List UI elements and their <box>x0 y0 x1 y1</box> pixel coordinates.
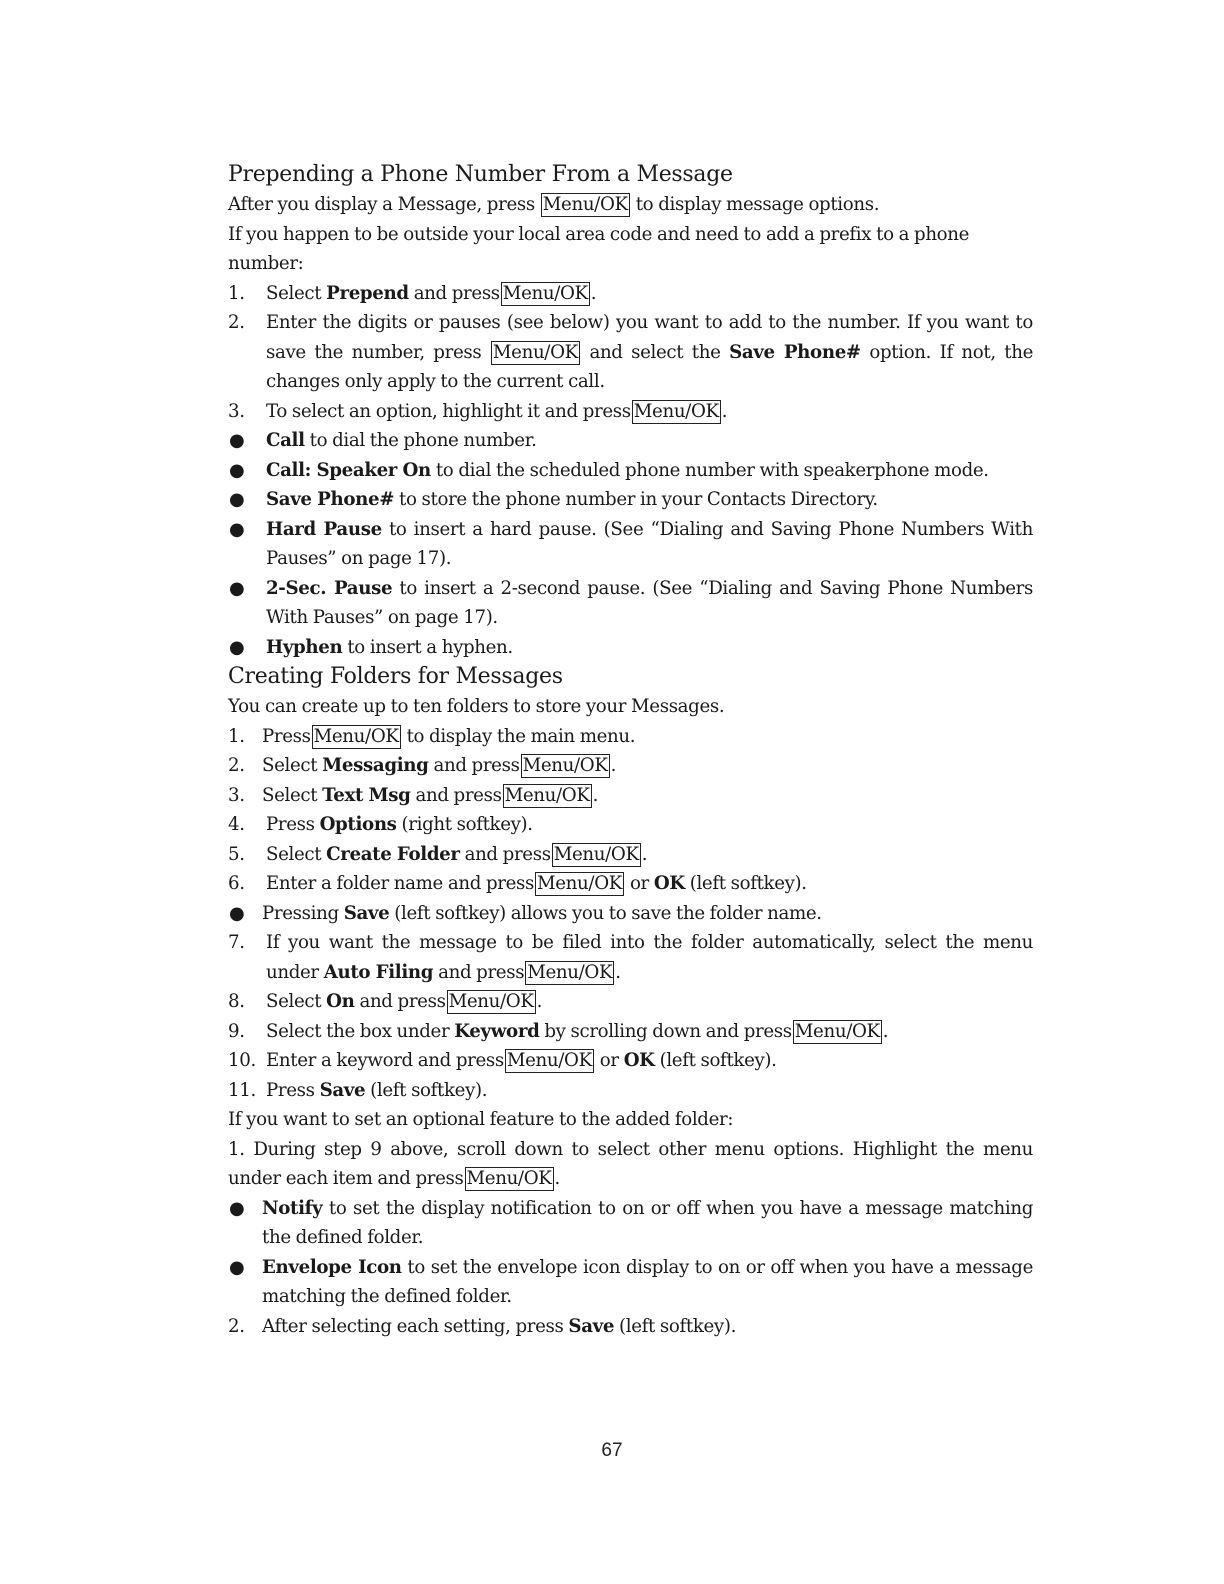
bullet-item: ● Hard Pause to insert a hard pause. (See “Dialing and Saving Phone Numbers With Pauses” on page 17). <box>228 515 1033 574</box>
menu-ok-key: Menu/OK <box>502 282 588 304</box>
menu-ok-key: Menu/OK <box>448 991 534 1012</box>
bullet-item: ● Hyphen to insert a hyphen. <box>228 633 1033 663</box>
section-prepending <box>228 160 1033 662</box>
list-item: 5. Select Create Folder and press Menu/OK . <box>228 843 648 865</box>
bullet-icon: ● <box>229 430 245 451</box>
page-number: 67 <box>601 1440 623 1461</box>
section-creating-folders <box>228 662 1033 1341</box>
section-heading-prepending: Prepending a Phone Number From a Message <box>228 162 733 187</box>
list-item: 1. Press Menu/OK to display the main menu. <box>228 725 636 747</box>
bullet-icon: ● <box>229 1256 245 1278</box>
intro-paragraph: You can create up to ten folders to store your Messages. <box>228 696 725 717</box>
menu-ok-key: Menu/OK <box>794 1020 880 1042</box>
bullet-icon: ● <box>229 459 245 481</box>
section-heading-creating-folders: Creating Folders for Messages <box>228 664 563 689</box>
bullet-icon: ● <box>229 636 245 658</box>
list-item: 8. Select On and press Menu/OK . <box>228 991 542 1012</box>
optional-intro: If you want to set an optional feature to the added folder: <box>228 1109 734 1130</box>
list-item: 11. Press Save (left softkey). <box>228 1079 488 1101</box>
menu-ok-key: Menu/OK <box>542 194 628 215</box>
list-item: 2. Enter the digits or pauses (see below) you want to add to the number. If you want to save the number, press Menu/OK and select the Save Phone# option. If not, the changes only apply to the current call. <box>228 312 1034 392</box>
list-item: 4. Press Options (right softkey). <box>228 814 533 835</box>
menu-ok-key: Menu/OK <box>313 725 399 747</box>
bullet-item: ● Save Phone# to store the phone number in your Contacts Directory. <box>228 485 1033 515</box>
list-item: 1. During step 9 above, scroll down to select other menu options. Highlight the menu under each item and press Menu/OK . <box>228 1138 1033 1189</box>
intro-paragraph: If you happen to be outside your local area code and need to add a prefix to a phone number: <box>228 223 970 274</box>
list-item: 10. Enter a keyword and press Menu/OK or OK (left softkey). <box>228 1050 777 1071</box>
list-item: 6. Enter a folder name and press Menu/OK or OK (left softkey). <box>228 873 807 894</box>
menu-ok-key: Menu/OK <box>537 873 622 894</box>
bullet-icon: ● <box>229 489 245 510</box>
list-item: 9. Select the box under Keyword by scrolling down and press Menu/OK . <box>228 1020 889 1042</box>
bullet-item: ● Notify to set the display notification to on or off when you have a message matching the defined folder. <box>228 1194 1033 1253</box>
menu-ok-key: Menu/OK <box>492 341 578 363</box>
bullet-item: ● Call to dial the phone number. <box>228 426 1033 456</box>
list-item: 3. Select Text Msg and press Menu/OK . <box>228 784 599 806</box>
menu-ok-key: Menu/OK <box>506 1050 592 1071</box>
bullet-item: ● 2-Sec. Pause to insert a 2-second pause. (See “Dialing and Saving Phone Numbers With Pauses” on page 17). <box>228 574 1033 633</box>
intro-paragraph: After you display a Message, press Menu/OK to display message options. <box>228 194 880 215</box>
bullet-icon: ● <box>229 577 245 599</box>
menu-ok-key: Menu/OK <box>504 784 590 806</box>
menu-ok-key: Menu/OK <box>633 400 719 422</box>
list-item: 2. After selecting each setting, press Save (left softkey). <box>228 1315 737 1337</box>
list-item: 1. Select Prepend and press Menu/OK . <box>228 282 597 304</box>
list-item: 3. To select an option, highlight it and press Menu/OK . <box>228 400 728 422</box>
bullet-icon: ● <box>229 902 245 924</box>
list-item: 2. Select Messaging and press Menu/OK . <box>228 755 617 776</box>
bullet-item: ● Pressing Save (left softkey) allows you to save the folder name. <box>228 899 1033 929</box>
bullet-icon: ● <box>229 1197 245 1219</box>
menu-ok-key: Menu/OK <box>522 755 608 776</box>
bullet-icon: ● <box>229 518 245 540</box>
menu-ok-key: Menu/OK <box>466 1168 552 1189</box>
menu-ok-key: Menu/OK <box>553 843 639 865</box>
bullet-item: ● Call: Speaker On to dial the scheduled phone number with speakerphone mode. <box>228 456 1033 486</box>
bullet-item: ● Envelope Icon to set the envelope icon display to on or off when you have a message matching the defined folder. <box>228 1253 1033 1312</box>
list-item: 7. If you want the message to be filed into the folder automatically, select the menu under Auto Filing and press Menu/OK . <box>228 932 1033 983</box>
menu-ok-key: Menu/OK <box>527 961 613 983</box>
